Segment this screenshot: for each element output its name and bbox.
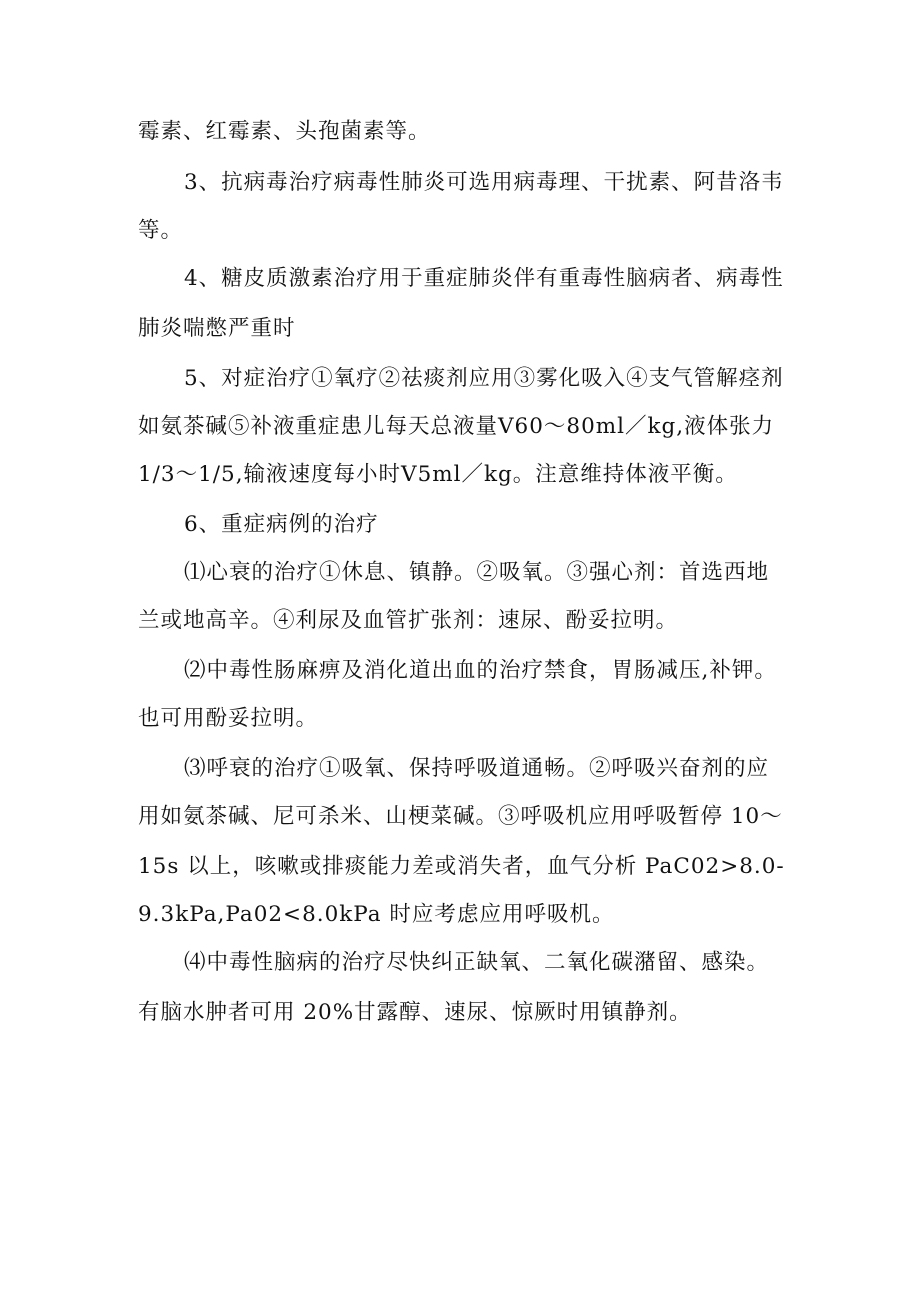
text-line: 有脑水肿者可用 20%甘露醇、速尿、惊厥时用镇静剂。 xyxy=(138,1000,692,1025)
section-heading: 6、重症病例的治疗 xyxy=(184,512,379,537)
text-line: 如氨茶碱⑤补液重症患儿每天总液量V60～80ml／kg,液体张力 xyxy=(138,414,775,439)
text-line: ⑵中毒性肠麻痹及消化道出血的治疗禁食，胃肠减压,补钾。 xyxy=(184,658,777,683)
text-line: 霉素、红霉素、头孢菌素等。 xyxy=(138,119,431,144)
text-line: 兰或地高辛。④利尿及血管扩张剂：速尿、酚妥拉明。 xyxy=(138,608,679,633)
text-line: 1/3～1/5,输液速度每小时V5ml／kg。注意维持体液平衡。 xyxy=(138,462,738,487)
text-line: 4、糖皮质激素治疗用于重症肺炎伴有重毒性脑病者、病毒性 xyxy=(184,266,784,291)
text-line: 3、抗病毒治疗病毒性肺炎可选用病毒理、干扰素、阿昔洛韦 xyxy=(184,170,784,195)
text-line: 也可用酚妥拉明。 xyxy=(138,706,319,731)
text-line: ⑴心衰的治疗①休息、镇静。②吸氧。③强心剂：首选西地 xyxy=(184,560,770,585)
text-line: ⑶呼衰的治疗①吸氧、保持呼吸道通畅。②呼吸兴奋剂的应 xyxy=(184,756,770,781)
text-line: 等。 xyxy=(138,218,184,243)
text-line: 5、对症治疗①氧疗②祛痰剂应用③雾化吸入④支气管解痉剂 xyxy=(184,366,784,391)
text-line: 肺炎喘憋严重时 xyxy=(138,316,296,341)
text-line: ⑷中毒性脑病的治疗尽快纠正缺氧、二氧化碳潴留、感染。 xyxy=(184,950,770,975)
text-line: 9.3kPa,Pa02<8.0kPa 时应考虑应用呼吸机。 xyxy=(138,902,615,927)
text-line: 用如氨茶碱、尼可杀米、山梗菜碱。③呼吸机应用呼吸暂停 10～ xyxy=(138,804,783,829)
text-line: 15s 以上，咳嗽或排痰能力差或消失者，血气分析 PaC02>8.0- xyxy=(138,854,785,879)
